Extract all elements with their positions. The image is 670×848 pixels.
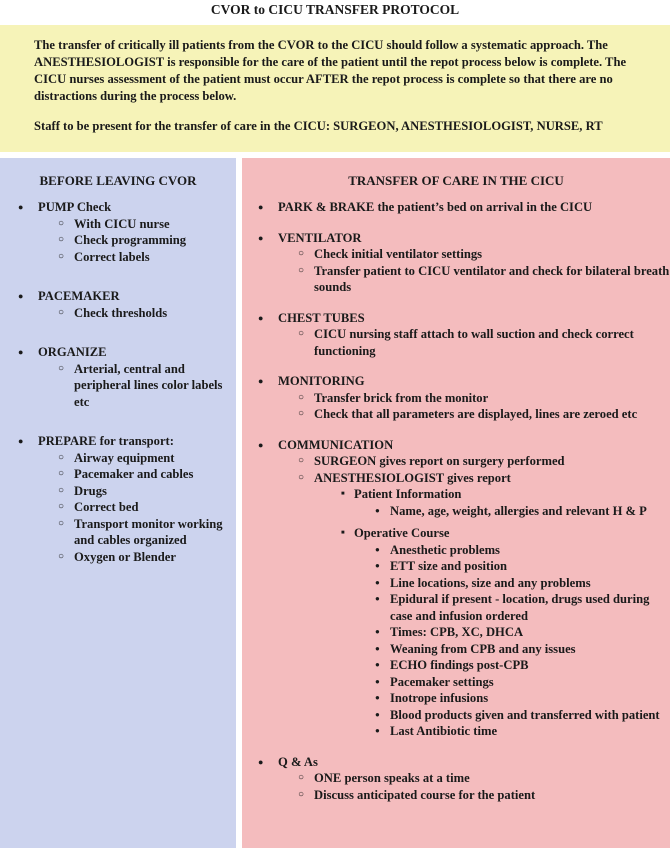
list-item	[278, 390, 670, 407]
transfer-list	[242, 199, 670, 803]
item-text: ● Times: CPB, XC, DHCA	[390, 624, 670, 641]
list-item	[38, 450, 236, 467]
list-item	[38, 466, 236, 483]
list-item	[314, 486, 670, 519]
list-item	[242, 310, 670, 360]
list-item	[354, 542, 670, 559]
item-text: ● Pacemaker settings	[390, 674, 670, 691]
item-text: ● Last Antibiotic time	[390, 723, 670, 740]
item-text: ○ CICU nursing staff attach to wall suction and check correct functioning	[314, 326, 670, 359]
intro-paragraph: The transfer of critically ill patients from the CVOR to the CICU should follow a systematic approach. The ANESTHESIOLOGIST is responsible for the care of the patient until the repot process below is complete. The CICU nurses assessment of the patient must occur AFTER the repot process is complete so that there are no distractions during the process below.	[34, 38, 627, 103]
section-label: ● COMMUNICATION	[278, 437, 670, 454]
list-item	[38, 305, 236, 322]
item-text: ○ Pacemaker and cables	[74, 466, 236, 483]
list-item	[38, 516, 236, 549]
list-item	[354, 575, 670, 592]
item-text: ○ Check initial ventilator settings	[314, 246, 670, 263]
item-text: ○ Airway equipment	[74, 450, 236, 467]
list-item	[38, 483, 236, 500]
item-text: ○ Transfer patient to CICU ventilator and check for bilateral breath sounds	[314, 263, 670, 296]
section-label: ● PREPARE for transport:	[38, 433, 236, 450]
list-item	[278, 470, 670, 740]
list-item	[242, 199, 670, 216]
list-item	[354, 558, 670, 575]
list-item	[354, 591, 670, 624]
park-brake-text: ● PARK & BRAKE the patient’s bed on arrival in the CICU	[278, 199, 670, 216]
item-text: ○ Transfer brick from the monitor	[314, 390, 670, 407]
before-list	[0, 199, 236, 565]
list-item	[38, 499, 236, 516]
subsection-label: ■ Patient Information	[354, 486, 670, 503]
list-item	[0, 433, 236, 565]
item-text: ● ECHO findings post-CPB	[390, 657, 670, 674]
list-item	[354, 674, 670, 691]
section-label: ● PUMP Check	[38, 199, 236, 216]
item-text: ● Anesthetic problems	[390, 542, 670, 559]
item-text: ○ ANESTHESIOLOGIST gives report	[314, 470, 670, 487]
section-label: ● CHEST TUBES	[278, 310, 670, 327]
list-item	[278, 406, 670, 423]
subsection-label: ■ Operative Course	[354, 525, 670, 542]
transfer-of-care-column	[242, 158, 670, 848]
list-item	[278, 263, 670, 296]
item-text: ○ Check that all parameters are displayed, lines are zeroed etc	[314, 406, 670, 423]
list-item	[278, 770, 670, 787]
list-item	[278, 326, 670, 359]
list-item	[38, 549, 236, 566]
page-title: CVOR to CICU TRANSFER PROTOCOL	[210, 2, 460, 17]
list-item	[242, 230, 670, 296]
item-text: ○ Discuss anticipated course for the patient	[314, 787, 670, 804]
list-item	[354, 641, 670, 658]
item-text: ● Inotrope infusions	[390, 690, 670, 707]
item-text: ○ Correct labels	[74, 249, 236, 266]
item-text: ● Line locations, size and any problems	[390, 575, 670, 592]
before-heading: BEFORE LEAVING CVOR	[39, 173, 197, 188]
transfer-heading: TRANSFER OF CARE IN THE CICU	[348, 173, 564, 188]
list-item	[278, 246, 670, 263]
item-text: ○ ONE person speaks at a time	[314, 770, 670, 787]
item-text: ○ Oxygen or Blender	[74, 549, 236, 566]
item-text: ○ Check thresholds	[74, 305, 236, 322]
item-text: ● Weaning from CPB and any issues	[390, 641, 670, 658]
item-text: ● Name, age, weight, allergies and relevant H & P	[390, 503, 670, 520]
section-label: ● ORGANIZE	[38, 344, 236, 361]
list-item	[38, 232, 236, 249]
item-text: ○ Drugs	[74, 483, 236, 500]
list-item	[0, 199, 236, 265]
list-item	[354, 503, 670, 520]
intro-box	[0, 25, 670, 152]
item-text: ○ Arterial, central and peripheral lines color labels etc	[74, 361, 236, 411]
list-item	[242, 437, 670, 740]
item-text: ○ With CICU nurse	[74, 216, 236, 233]
item-text: ● Blood products given and transferred with patient	[390, 707, 670, 724]
list-item	[354, 657, 670, 674]
item-text: ○ SURGEON gives report on surgery performed	[314, 453, 670, 470]
item-text: ● ETT size and position	[390, 558, 670, 575]
before-leaving-column	[0, 158, 236, 848]
list-item	[278, 787, 670, 804]
list-item	[278, 453, 670, 470]
item-text: ● Epidural if present - location, drugs used during case and infusion ordered	[390, 591, 670, 624]
list-item	[354, 723, 670, 740]
section-label: ● VENTILATOR	[278, 230, 670, 247]
item-text: ○ Correct bed	[74, 499, 236, 516]
item-text: ○ Check programming	[74, 232, 236, 249]
list-item	[38, 361, 236, 411]
list-item	[354, 624, 670, 641]
list-item	[242, 373, 670, 423]
item-text: ○ Transport monitor working and cables organized	[74, 516, 236, 549]
list-item	[38, 216, 236, 233]
list-item	[354, 707, 670, 724]
section-label: ● PACEMAKER	[38, 288, 236, 305]
section-label: ● Q & As	[278, 754, 670, 771]
list-item	[38, 249, 236, 266]
list-item	[314, 525, 670, 740]
list-item	[0, 344, 236, 410]
list-item	[0, 288, 236, 321]
staff-statement: Staff to be present for the transfer of care in the CICU: SURGEON, ANESTHESIOLOGIST, NURSE, RT	[34, 119, 603, 133]
section-label: ● MONITORING	[278, 373, 670, 390]
list-item	[242, 754, 670, 804]
list-item	[354, 690, 670, 707]
